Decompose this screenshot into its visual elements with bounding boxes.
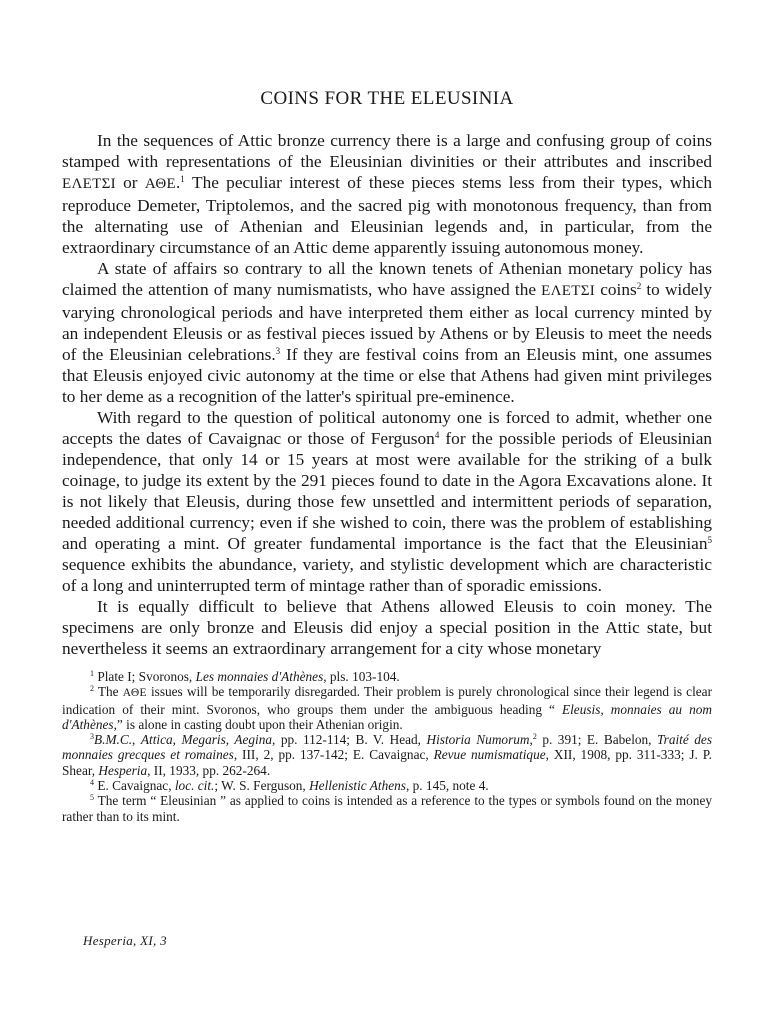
greek-legend: ΕΛΕΤΣΙ	[541, 283, 596, 299]
text-run: , XII, 1908, pp. 311-333; J. P. Shear,	[62, 747, 712, 778]
footnote-1	[62, 669, 712, 684]
text-run: In the sequences of Attic bronze currency there is a large and confusing group of coins stamped with representations of the Eleusinian divinities or their attributes and inscribed	[62, 131, 712, 171]
greek-legend: ΑΘΕ	[144, 176, 176, 192]
text-run: The	[94, 684, 123, 700]
text-run: , pp. 112-114; B. V. Head,	[272, 732, 427, 748]
body-text	[62, 130, 712, 659]
italic-title: B.M.C.	[94, 732, 133, 748]
italic-title: Revue numismatique	[433, 747, 546, 763]
text-run: ,” is alone in casting doubt upon their Athenian origin.	[113, 716, 403, 732]
text-run: , III, 2, pp. 137-142; E. Cavaignac,	[233, 747, 434, 763]
footnote-number: 1	[90, 669, 94, 678]
text-run: ; W. S. Ferguson,	[214, 778, 310, 794]
paragraph-3	[62, 407, 712, 596]
text-run: p. 391; E. Babelon,	[536, 732, 657, 748]
text-run: With regard to the question of political autonomy one is forced to admit, whether one accepts the dates of Cavaignac or those of Ferguson	[62, 408, 712, 448]
text-run: .	[175, 173, 181, 192]
edition-superscript: 2	[532, 732, 537, 742]
footnote-ref: 1	[180, 174, 185, 184]
text-run: , pls. 103-104.	[323, 669, 400, 684]
footnote-2	[62, 684, 712, 732]
footnote-3	[62, 732, 712, 778]
footnote-4	[62, 778, 712, 793]
text-run: or	[115, 173, 145, 192]
greek-legend: ΕΛΕΤΣΙ	[62, 176, 116, 192]
paragraph-1	[62, 130, 712, 258]
text-run: E. Cavaignac,	[94, 778, 175, 794]
footnote-ref: 2	[636, 281, 642, 291]
text-run: coins	[595, 280, 637, 299]
footnote-ref: 4	[434, 430, 440, 440]
italic-title: Traité des monnaies grecques et romaines	[62, 732, 712, 763]
text-run: , p. 145, note 4.	[405, 778, 489, 794]
page	[62, 88, 712, 824]
italic-title: Les monnaies d'Athènes	[195, 669, 324, 684]
footnote-5	[62, 793, 712, 824]
text-run: issues will be temporarily disregarded. Their problem is purely chronological since their legend is clear indication of their mint. Svoronos, who groups them under the ambiguous heading “	[62, 684, 712, 717]
footnote-number: 3	[90, 732, 94, 742]
greek-legend: ΑΘΕ	[122, 687, 147, 700]
footnote-ref: 5	[707, 535, 712, 545]
footnotes	[62, 669, 712, 824]
footnote-number: 2	[90, 684, 94, 694]
italic-title: loc. cit.	[174, 778, 215, 794]
text-run: If they are festival coins from an Eleusis mint, one assumes that Eleusis enjoyed civic autonomy at the time or else that Athens had given mint privileges to her deme as a recognition of the latter's spiritual pre-eminence.	[62, 345, 712, 406]
text-run: for the possible periods of Eleusinian independence, that only 14 or 15 years at most were available for the striking of a bulk coinage, to judge its extent by the 291 pieces found to date in the Agora Excavations alone. It is not likely that Eleusis, during those few unsettled and intermittent periods of separation, needed additional currency; even if she wished to coin, there was the problem of establishing and operating a mint. Of greater fundamental importance is the fact that the Eleusinian	[62, 429, 713, 553]
article-title: COINS FOR THE ELEUSINIA	[260, 88, 514, 109]
journal-folio: Hesperia, XI, 3	[83, 933, 167, 948]
text-run: The term “ Eleusinian ” as applied to coins is intended as a reference to the types or symbols found on the money rather than to its mint.	[62, 793, 712, 824]
text-run: sequence exhibits the abundance, variety, and stylistic development which are characteristic of a long and uninterrupted term of mintage rather than of sporadic emissions.	[62, 555, 712, 595]
footnote-ref: 3	[275, 346, 281, 356]
text-run: to widely varying chronological periods and have interpreted them either as local currency minted by an independent Eleusis or as festival pieces issued by Athens or by Eleusis to meet the needs of the Eleusinian celebrations.	[62, 280, 712, 364]
footnote-number: 4	[90, 778, 94, 788]
text-run: The peculiar interest of these pieces stems less from their types, which reproduce Demeter, Triptolemos, and the sacred pig with monotonous frequency, than from the alternating use of Athenian and Eleusinian legends and, in particular, from the extraordinary circumstance of an Attic deme apparently issuing autonomous money.	[62, 173, 712, 257]
italic-title: Hesperia	[98, 762, 148, 778]
text-run: A state of affairs so contrary to all the known tenets of Athenian monetary policy has claimed the attention of many numismatists, who have assigned the	[62, 259, 712, 299]
text-run: Plate I; Svoronos,	[94, 669, 196, 684]
italic-title: Hellenistic Athens	[309, 778, 406, 794]
text-run: It is equally difficult to believe that Athens allowed Eleusis to coin money. The specimens are only bronze and Eleusis did enjoy a special position in the Attic state, but nevertheless it seems an extraordinary arrangement for a city whose monetary	[62, 597, 712, 658]
paragraph-4	[62, 596, 712, 659]
italic-title: Historia Numorum	[426, 732, 530, 748]
text-run: , II, 1933, pp. 262-264.	[147, 762, 271, 778]
footnote-number: 5	[90, 793, 94, 803]
paragraph-2	[62, 258, 712, 407]
italic-title: Attica, Megaris, Aegina	[140, 732, 273, 748]
text-run: ,	[529, 732, 533, 748]
italic-title: Eleusis, monnaies au nom d'Athènes	[62, 701, 713, 732]
text-run: ,	[132, 732, 141, 748]
